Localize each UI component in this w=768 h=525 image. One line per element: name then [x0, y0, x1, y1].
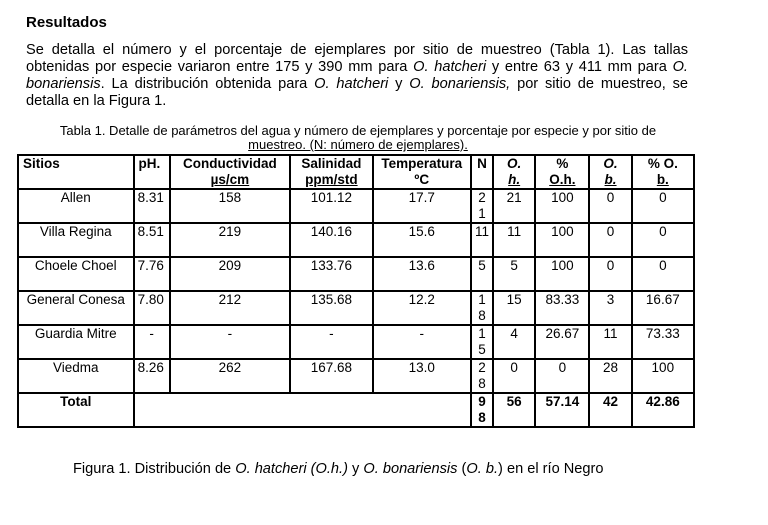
cell-temp: 13.0: [373, 359, 471, 393]
cell-site: Villa Regina: [18, 223, 134, 257]
table-row: [18, 359, 694, 393]
cell-total-label: Total: [18, 393, 134, 427]
cell-site: Guardia Mitre: [18, 325, 134, 359]
cell-sal: 101.12: [290, 189, 372, 223]
species-name: O. bonariensis,: [409, 76, 511, 92]
cell-n: 11: [471, 223, 493, 257]
cell-ob: 0: [589, 223, 631, 257]
cell-n: 15: [471, 325, 493, 359]
section-heading: Resultados: [26, 14, 107, 31]
cell-oh: 5: [493, 257, 535, 291]
cell-temp: 17.7: [373, 189, 471, 223]
cell-sal: 133.76: [290, 257, 372, 291]
cell-n: 5: [471, 257, 493, 291]
table-caption: Tabla 1. Detalle de parámetros del agua y número de ejemplares y porcentaje por especie y por sitio de muestreo. (N: número de ejemplares).: [59, 123, 657, 152]
cell-ob: 0: [589, 257, 631, 291]
cell-pct-ob: 0: [632, 223, 694, 257]
cell-pct-oh: 100: [535, 189, 589, 223]
cell-temp: -: [373, 325, 471, 359]
table-row: [18, 189, 694, 223]
header-conductividad: Conductividad µs/cm: [170, 155, 291, 189]
cell-total-pct-ob: 42.86: [632, 393, 694, 427]
header-oh: O. h.: [493, 155, 535, 189]
cell-pct-ob: 100: [632, 359, 694, 393]
results-paragraph: Se detalla el número y el porcentaje de ejemplares por sitio de muestreo (Tabla 1). Las tallas obtenidas por especie variaron entre 175 y 390 mm para O. hatcheri y entre 63 y 411 mm para O. bonariensis. La distribución obtenida para O. hatcheri y O. bonariensis, por sitio de muestreo, se detalla en la Figura 1.: [26, 42, 688, 109]
cell-ob: 11: [589, 325, 631, 359]
header-sitios: Sitios: [18, 155, 134, 189]
cell-oh: 15: [493, 291, 535, 325]
cell-sal: 135.68: [290, 291, 372, 325]
cell-ob: 3: [589, 291, 631, 325]
header-pct-oh: % O.h.: [535, 155, 589, 189]
header-n: N: [471, 155, 493, 189]
species-name: O. bonariensis: [363, 461, 458, 477]
cell-sal: -: [290, 325, 372, 359]
header-ph: pH.: [134, 155, 170, 189]
results-table: [17, 154, 695, 428]
cell-temp: 13.6: [373, 257, 471, 291]
cell-site: Choele Choel: [18, 257, 134, 291]
cell-n: 18: [471, 291, 493, 325]
cell-ph: 8.26: [134, 359, 170, 393]
cell-sal: 140.16: [290, 223, 372, 257]
cell-cond: -: [170, 325, 291, 359]
cell-site: General Conesa: [18, 291, 134, 325]
cell-cond: 212: [170, 291, 291, 325]
cell-ph: 8.51: [134, 223, 170, 257]
species-name: O. b.: [466, 461, 499, 477]
cell-ph: 8.31: [134, 189, 170, 223]
cell-ph: 7.80: [134, 291, 170, 325]
cell-ph: -: [134, 325, 170, 359]
cell-oh: 11: [493, 223, 535, 257]
species-name: O. bonariensis: [26, 59, 688, 92]
cell-cond: 158: [170, 189, 291, 223]
figure-caption: Figura 1. Distribución de O. hatcheri (O.h.) y O. bonariensis (O. b.) en el río Negro: [73, 461, 604, 477]
cell-pct-ob: 0: [632, 257, 694, 291]
cell-total-ob: 42: [589, 393, 631, 427]
table-header-row: [18, 155, 694, 189]
header-ob: O. b.: [589, 155, 631, 189]
cell-cond: 209: [170, 257, 291, 291]
table-total-row: [18, 393, 694, 427]
cell-total-oh: 56: [493, 393, 535, 427]
table-row: [18, 291, 694, 325]
header-pct-ob: % O. b.: [632, 155, 694, 189]
cell-pct-ob: 73.33: [632, 325, 694, 359]
table-row: [18, 257, 694, 291]
header-salinidad: Salinidad ppm/std: [290, 155, 372, 189]
cell-temp: 12.2: [373, 291, 471, 325]
cell-n: 21: [471, 189, 493, 223]
cell-site: Allen: [18, 189, 134, 223]
species-name: O. hatcheri: [413, 59, 487, 75]
cell-pct-oh: 0: [535, 359, 589, 393]
cell-pct-oh: 100: [535, 223, 589, 257]
cell-pct-oh: 26.67: [535, 325, 589, 359]
cell-sal: 167.68: [290, 359, 372, 393]
cell-cond: 262: [170, 359, 291, 393]
cell-pct-oh: 100: [535, 257, 589, 291]
cell-total-pct-oh: 57.14: [535, 393, 589, 427]
cell-oh: 4: [493, 325, 535, 359]
cell-total-empty: [134, 393, 471, 427]
cell-n: 28: [471, 359, 493, 393]
species-name: O. hatcheri (O.h.): [235, 461, 348, 477]
cell-pct-ob: 16.67: [632, 291, 694, 325]
cell-site: Viedma: [18, 359, 134, 393]
cell-ob: 0: [589, 189, 631, 223]
header-temperatura: Temperatura ºC: [373, 155, 471, 189]
cell-ph: 7.76: [134, 257, 170, 291]
cell-total-n: 98: [471, 393, 493, 427]
species-name: O. hatcheri: [314, 76, 389, 92]
cell-oh: 21: [493, 189, 535, 223]
table-row: [18, 223, 694, 257]
cell-pct-ob: 0: [632, 189, 694, 223]
cell-ob: 28: [589, 359, 631, 393]
cell-temp: 15.6: [373, 223, 471, 257]
cell-oh: 0: [493, 359, 535, 393]
table-row: [18, 325, 694, 359]
cell-cond: 219: [170, 223, 291, 257]
cell-pct-oh: 83.33: [535, 291, 589, 325]
